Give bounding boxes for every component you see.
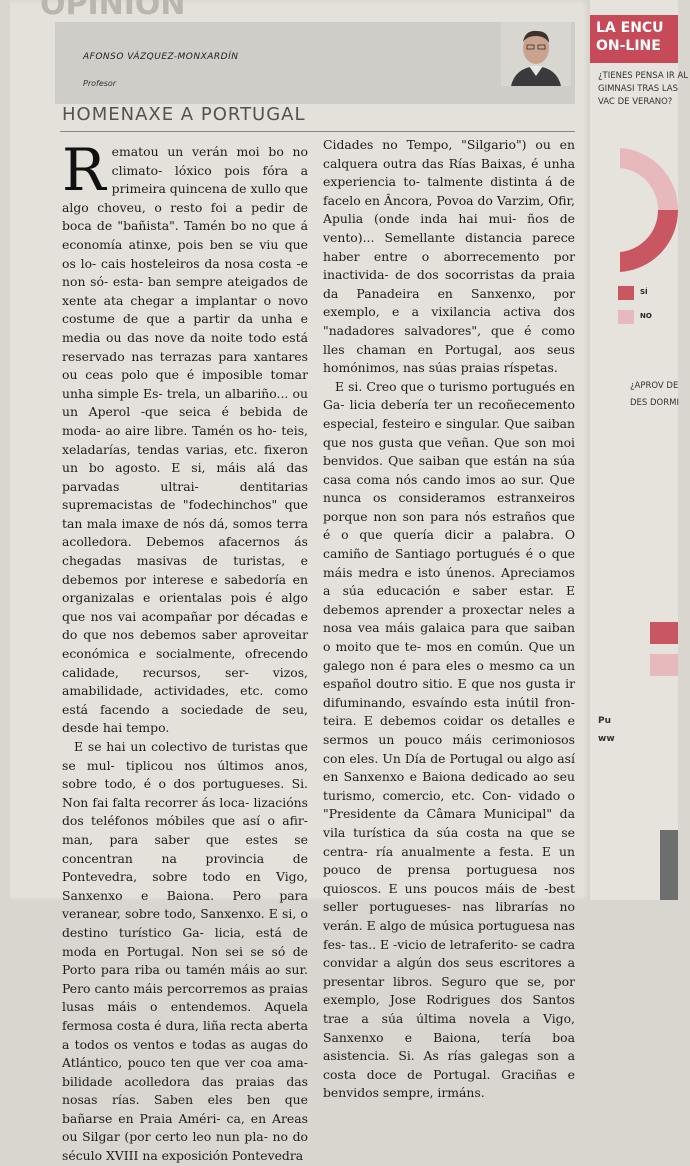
- author-role: Profesor: [83, 79, 117, 88]
- sidebar-footer-line-1: Pu: [598, 716, 612, 726]
- author-photo: [501, 22, 571, 86]
- paragraph-2: E se hai un colectivo de turistas que se mul- tiplicou nos últimos anos, sobre todo, é o dos portugueses. Si. Non fai falta recorrer ás loca- lizacións dos teléfonos móbiles que así o afir- man, para saber que estes se concentran na provincia de Pontevedra, sobre todo en Vigo, Sanxenxo e Baiona. Pero para veranear, sobre todo, Sanxenxo. E si, o destino turístico Ga- licia, está de moda en Portugal. Non sei se só de Porto para riba ou tamén máis ao sur. Pero canto máis percorremos as praias lusas máis o entendemos. Aquela fermosa costa é dura, liña recta aberta a todos os ventos e todas as augas do Atlántico, pouco ten que ver coa ama- bilidade acolledora das praias das nosas rías. Saben eles ben que bañarse en Praia Améri- ca, en Areas ou Silgar (por certo leo nun pla- no do século XVIII na exposición Pontevedra: [62, 739, 308, 1164]
- bar-yes: [650, 622, 678, 644]
- column-header: [55, 22, 575, 104]
- article-column-2: [323, 136, 575, 1103]
- paragraph-4: E si. Creo que o turismo portugués en Ga- licia debería ter un recoñecemento especial, festeiro e singular. Que saiban que nos gusta que veñan. Que son moi benvidos. Que saiban que están na súa casa coma nós cando imos ao sur. Que nunca os consideramos estranxeiros porque non son para nós estraños que é o que quería dicir a palabra. O camiño de Santiago portugués é o que máis medra e isto únenos. Apreciamos a súa educación e saber estar. E debemos aprender a proxectar neles a nosa vea máis galaica para que saiban o moito que te- mos en común. Que un galego non é para eles o mesmo ca un español doutro sitio. E que nos gusta ir difuminando, esvaíndo esta inútil fron- teira. E debemos coidar os detalles e sermos un pouco máis cerimoniosos con eles. Un Día de Portugal ou algo así en Sanxenxo e Baiona dedicado ao seu turismo, comercio, etc. Con- vidado o "Presidente da Câmara Municipal" da vila turística da súa costa na que se centra- ría anualmente a festa. E un pouco de prensa portuguesa nos quioscos. E uns poucos máis de -best seller portugueses- nas librarías no verán. E algo de música portuguesa nas fes- tas.. E -vicio de letraferito- se cadra convidar a algún dos seus escritores a presentar libros. Seguro que se, por exemplo, Jose Rodrigues dos Santos trae a súa última novela a Vigo, Sanxenxo e Baiona, tería boa asistencia. Si. As rías galegas son a costa doce de Portugal. Graciñas e benvidos sempre, irmáns.: [323, 378, 575, 1101]
- legend-yes-label: SÍ: [640, 288, 648, 296]
- legend-no-label: NO: [640, 312, 652, 320]
- paragraph-1-text: ematou un verán moi bo no climato- lóxico pois fóra a primeira quincena de xullo que algo choveu, o resto foi a pedir de boca de "bañista". Tamén bo no que á economía atinxe, pois ben se viu que os lo- cais hosteleiros da nosa costa -e non só- esta- ban sempre ateigados de xente ata chegar a implantar o novo costume de que a partir da unha e media ou das nove da noite todo está reservado nas terrazas para xantares ou ceas polo que é imposible tomar unha simple Es- trela, un albariño... ou un Aperol -que seica é bebida de moda- ao aire libre. Tamén os ho- teis, xeladarías, tendas varias, etc. fixeron un bo agosto. E si, máis alá das parvadas ultrai- dentitarias supremacistas de "fodechinchos" que tan mala imaxe de nós dá, somos terra acolledora. Debemos afacernos ás chegadas masivas de turistas, e debemos por interese e sabedoría en organizalas e orientalas pois é algo que nos vai acompañar por décadas e do que nos debemos saber aproveitar económica e socialmente, ofrecendo calidade, recursos, ser- vizos, amabilidade, actividades, etc. como está facendo a sociedade de seu, desde hai tempo.: [62, 144, 308, 736]
- survey-header-line-2: ON-LINE: [596, 38, 661, 54]
- article-title: HOMENAXE A PORTUGAL: [62, 104, 306, 125]
- legend-no-swatch: [618, 310, 634, 324]
- legend-yes-swatch: [618, 286, 634, 300]
- article-column-1: [62, 136, 308, 1166]
- survey-question-2: ¿APROV DE DES DORMI: [630, 381, 679, 408]
- sidebar-footer: [598, 712, 615, 748]
- title-divider: [60, 131, 575, 132]
- survey-sidebar: [590, 0, 688, 900]
- drop-cap: R: [62, 136, 106, 204]
- survey-question: ¿TIENES PENSA IR AL GIMNASI TRAS LAS VAC DE VERANO?: [598, 71, 688, 107]
- section-title-strip: [40, 0, 520, 10]
- author-portrait-icon: [501, 22, 571, 86]
- paragraph-3: Cidades no Tempo, "Silgario") ou en calquera outra das Rías Baixas, é unha experiencia to- talmente distinta á de facelo en Âncora, Povoa do Varzim, Ofir, Apulia (onde inda hai mui- ños de vento)... Semellante distancia parece haber entre o aborrecemento por inactivida- de dos socorristas da praia da Panadeira en Sanxenxo, por exemplo, e a vixilancia activa dos "nadadores salvadores", que é como lles chaman en Portugal, aos seus homónimos, nas súas praias ríspetas.: [323, 137, 575, 376]
- sidebar-dark-block: [660, 830, 678, 900]
- survey-header: [590, 15, 678, 63]
- paragraph-1: [62, 136, 308, 738]
- sidebar-footer-line-2: ww: [598, 734, 615, 744]
- author-name: AFONSO VÁZQUEZ-MONXARDÍN: [83, 52, 239, 62]
- survey-header-line-1: LA ENCU: [596, 20, 664, 36]
- bar-no: [650, 654, 678, 676]
- pie-chart-icon: [590, 140, 678, 280]
